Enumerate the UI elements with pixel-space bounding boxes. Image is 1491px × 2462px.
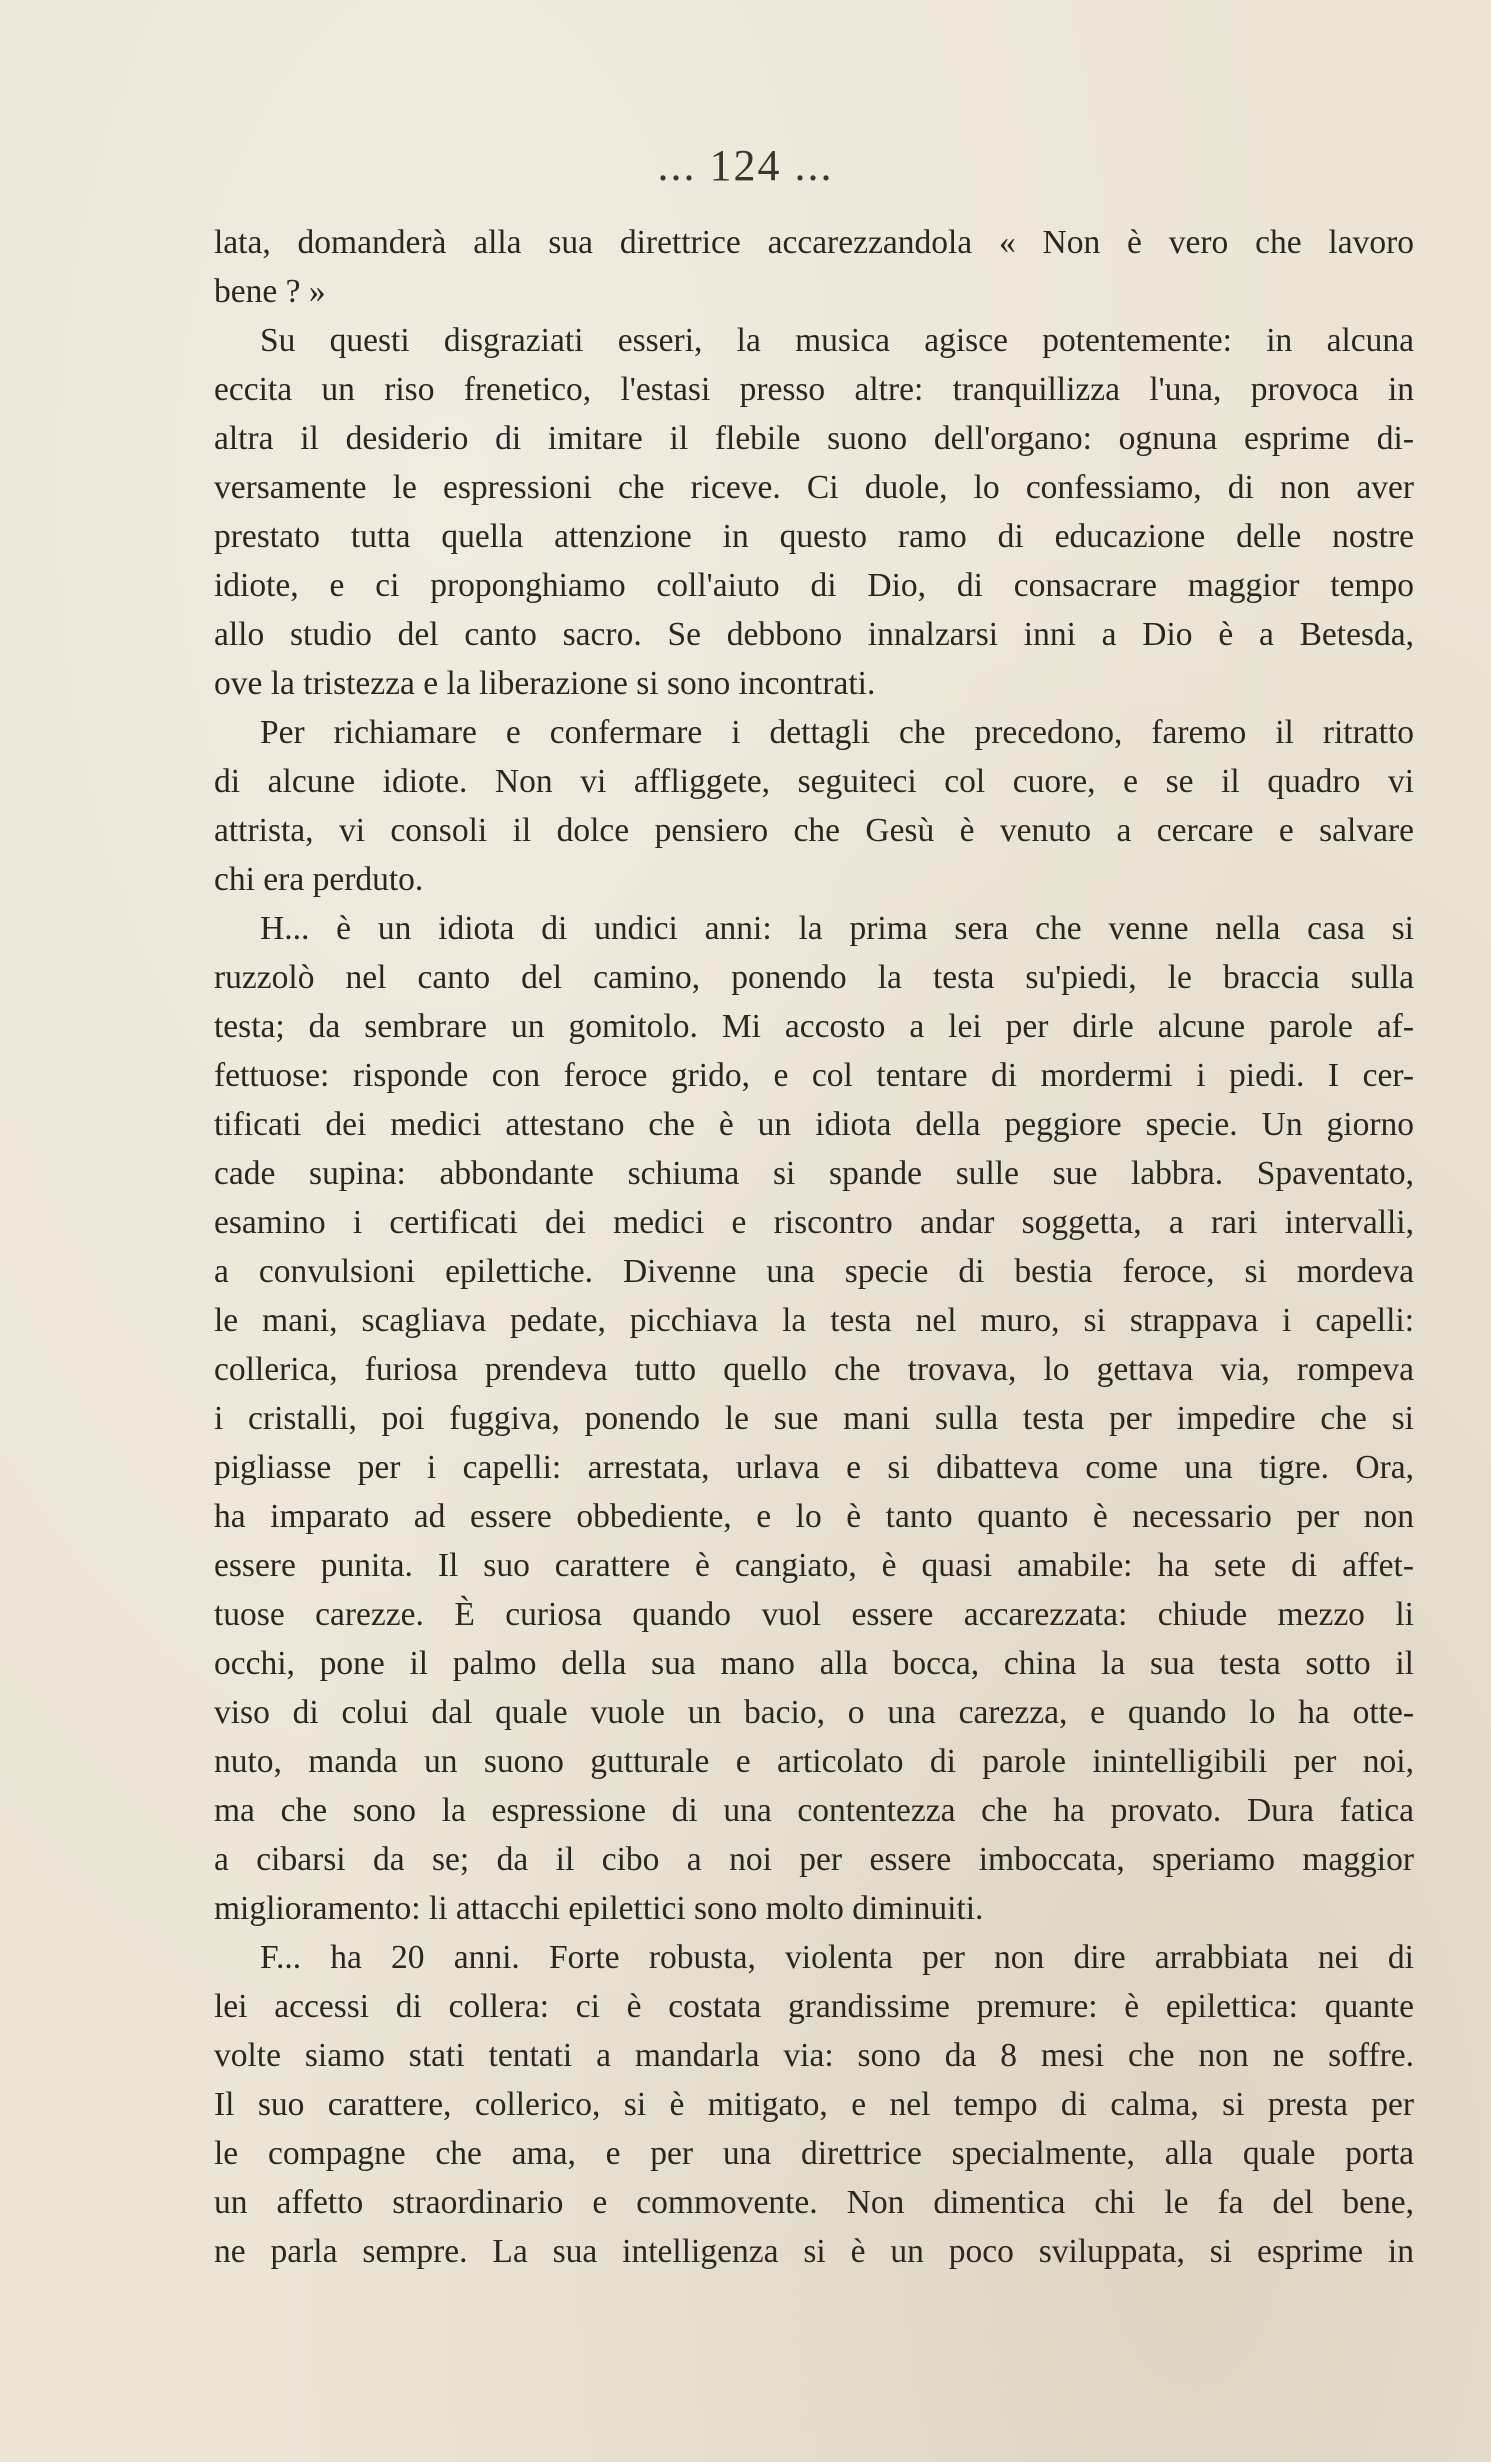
text-line: fettuose: risponde con feroce grido, e col tentare di mordermi i piedi. I cer- xyxy=(214,1057,1414,1094)
text-line: a convulsioni epilettiche. Divenne una specie di bestia feroce, si mordeva xyxy=(214,1253,1414,1290)
text-line: chi era perduto. xyxy=(214,861,424,898)
text-line: ne parla sempre. La sua intelligenza si è un poco sviluppata, si esprime in xyxy=(214,2233,1414,2270)
text-line: tuose carezze. È curiosa quando vuol essere accarezzata: chiude mezzo li xyxy=(214,1596,1414,1633)
text-line: un affetto straordinario e commovente. Non dimentica chi le fa del bene, xyxy=(214,2184,1414,2221)
text-line: ma che sono la espressione di una contentezza che ha provato. Dura fatica xyxy=(214,1792,1414,1829)
text-line: versamente le espressioni che riceve. Ci duole, lo confessiamo, di non aver xyxy=(214,469,1414,506)
text-line: ove la tristezza e la liberazione si sono incontrati. xyxy=(214,665,876,702)
text-line: idiote, e ci proponghiamo coll'aiuto di Dio, di consacrare maggior tempo xyxy=(214,567,1414,604)
text-line: Per richiamare e confermare i dettagli che precedono, faremo il ritratto xyxy=(260,714,1414,751)
text-line: miglioramento: li attacchi epilettici sono molto diminuiti. xyxy=(214,1890,984,1927)
text-line: ruzzolò nel canto del camino, ponendo la testa su'piedi, le braccia sulla xyxy=(214,959,1414,996)
text-line: di alcune idiote. Non vi affliggete, seguiteci col cuore, e se il quadro vi xyxy=(214,763,1414,800)
text-line: allo studio del canto sacro. Se debbono innalzarsi inni a Dio è a Betesda, xyxy=(214,616,1414,653)
text-line: bene ? » xyxy=(214,273,326,310)
text-line: collerica, furiosa prendeva tutto quello che trovava, lo gettava via, rompeva xyxy=(214,1351,1414,1388)
text-line: nuto, manda un suono gutturale e articolato di parole inintelligibili per noi, xyxy=(214,1743,1414,1780)
text-line: esamino i certificati dei medici e riscontro andar soggetta, a rari intervalli, xyxy=(214,1204,1414,1241)
body-text xyxy=(214,218,1414,2276)
page-number: ... 124 ... xyxy=(657,141,834,190)
text-line: tificati dei medici attestano che è un idiota della peggiore specie. Un giorno xyxy=(214,1106,1414,1143)
text-line: H... è un idiota di undici anni: la prima sera che venne nella casa si xyxy=(260,910,1414,947)
text-line: attrista, vi consoli il dolce pensiero che Gesù è venuto a cercare e salvare xyxy=(214,812,1414,849)
text-line: a cibarsi da se; da il cibo a noi per essere imboccata, speriamo maggior xyxy=(214,1841,1414,1878)
text-line: F... ha 20 anni. Forte robusta, violenta per non dire arrabbiata nei di xyxy=(260,1939,1414,1976)
text-line: occhi, pone il palmo della sua mano alla bocca, china la sua testa sotto il xyxy=(214,1645,1414,1682)
text-line: i cristalli, poi fuggiva, ponendo le sue mani sulla testa per impedire che si xyxy=(214,1400,1414,1437)
text-line: le mani, scagliava pedate, picchiava la testa nel muro, si strappava i capelli: xyxy=(214,1302,1414,1339)
text-line: Il suo carattere, collerico, si è mitigato, e nel tempo di calma, si presta per xyxy=(214,2086,1414,2123)
text-line: volte siamo stati tentati a mandarla via: sono da 8 mesi che non ne soffre. xyxy=(214,2037,1414,2074)
text-line: lei accessi di collera: ci è costata grandissime premure: è epilettica: quante xyxy=(214,1988,1414,2025)
text-line: lata, domanderà alla sua direttrice accarezzandola « Non è vero che lavoro xyxy=(214,224,1414,261)
text-line: cade supina: abbondante schiuma si spande sulle sue labbra. Spaventato, xyxy=(214,1155,1414,1192)
text-line: pigliasse per i capelli: arrestata, urlava e si dibatteva come una tigre. Ora, xyxy=(214,1449,1414,1486)
text-line: viso di colui dal quale vuole un bacio, o una carezza, e quando lo ha otte- xyxy=(214,1694,1414,1731)
text-line: eccita un riso frenetico, l'estasi presso altre: tranquillizza l'una, provoca in xyxy=(214,371,1414,408)
text-line: le compagne che ama, e per una direttrice specialmente, alla quale porta xyxy=(214,2135,1414,2172)
text-line: altra il desiderio di imitare il flebile suono dell'organo: ognuna esprime di- xyxy=(214,420,1414,457)
text-line: testa; da sembrare un gomitolo. Mi accosto a lei per dirle alcune parole af- xyxy=(214,1008,1414,1045)
text-line: Su questi disgraziati esseri, la musica agisce potentemente: in alcuna xyxy=(260,322,1414,359)
text-line: ha imparato ad essere obbediente, e lo è tanto quanto è necessario per non xyxy=(214,1498,1414,1535)
text-line: essere punita. Il suo carattere è cangiato, è quasi amabile: ha sete di affet- xyxy=(214,1547,1414,1584)
text-line: prestato tutta quella attenzione in questo ramo di educazione delle nostre xyxy=(214,518,1414,555)
